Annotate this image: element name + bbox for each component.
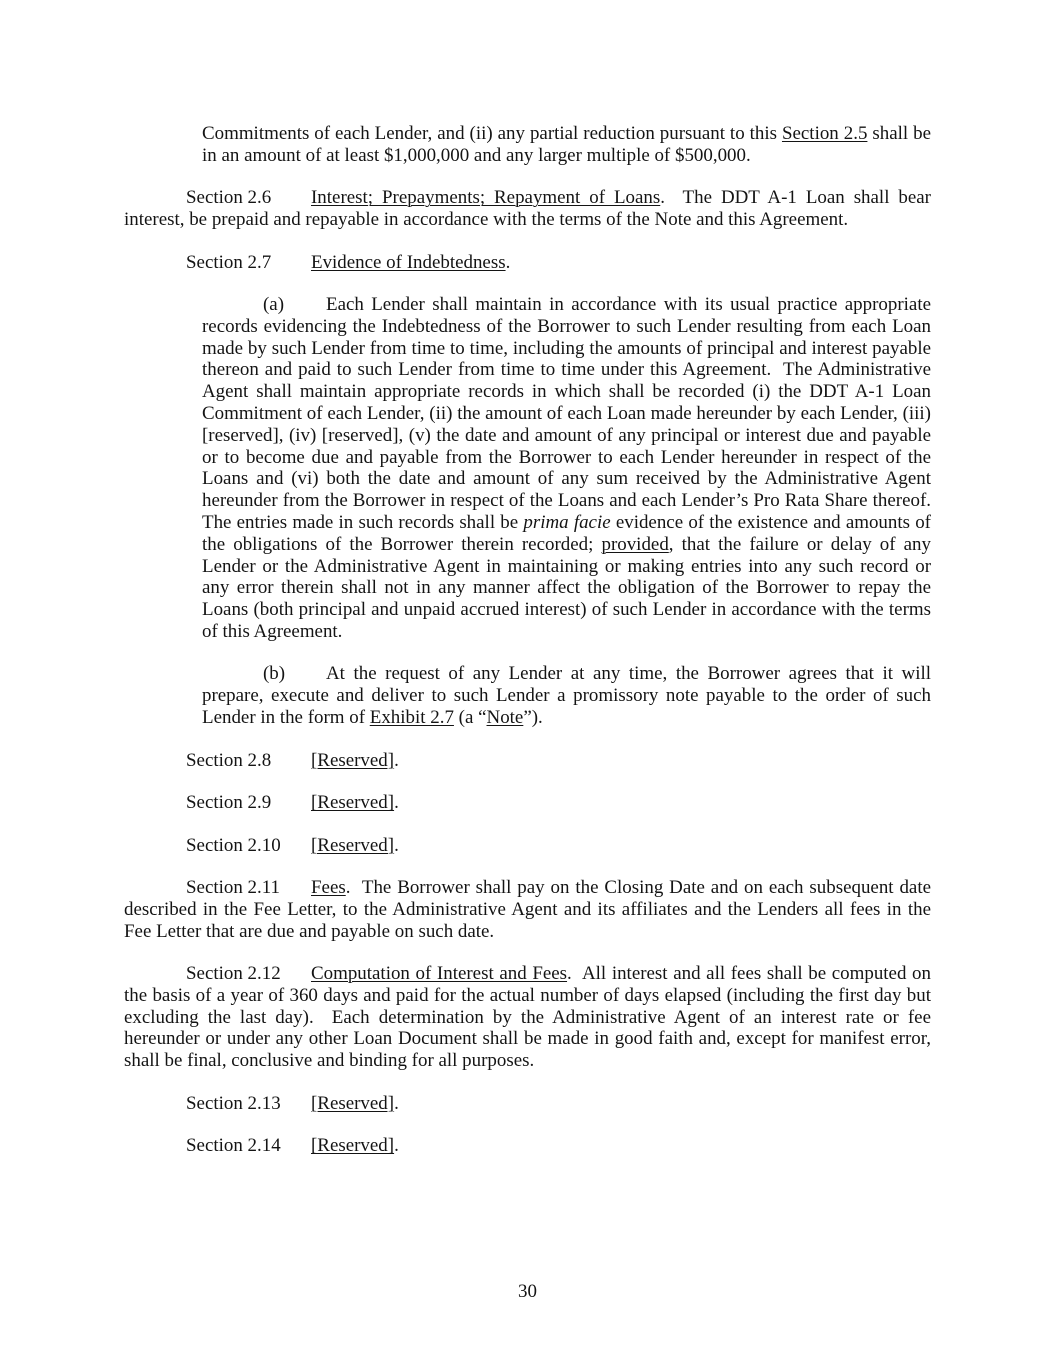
section-body-text: . [394, 749, 399, 771]
section-body-text: . The Borrower shall pay on the Closing Date and on each subsequent date described in the Fee Letter, to the Administrative Agent and its affiliates and the Lenders all fees in the Fee Letter that are due and payable on such date. [124, 877, 936, 942]
section-label: Section 2.7 [186, 251, 272, 273]
defined-term: Note [486, 707, 524, 729]
section-label: Section 2.12 [186, 963, 281, 985]
proviso-term: provided [601, 533, 669, 555]
section-2-14 [124, 1135, 931, 1157]
clause-text: , that the failure or delay of any Lender or the Administrative Agent in maintaining or making entries into any such record or any error therein shall not in any manner affect the obligation of the Borrower to repay the Loans (both principal and unpaid accrued interest) of such Lender in accordance with the terms of this Agreement. [202, 533, 936, 642]
clause-text: Each Lender shall maintain in accordance with its usual practice appropriate records evidencing the Indebtedness of the Borrower to such Lender resulting from each Loan made by such Lender from time to time, including the amounts of principal and interest payable thereon and paid to such Lender from time to time under this Agreement. The Administrative Agent shall maintain appropriate records in which shall be recorded (i) the DDT A-1 Loan Commitment of each Lender, (ii) the amount of each Loan made hereunder by each Lender, (iii) [reserved], (iv) [reserved], (v) the date and amount of any principal or interest due and payable or to become due and payable from the Borrower to each Lender hereunder in respect of the Loans and (vi) both the date and amount of any sum received by the Administrative Agent hereunder from the Borrower in respect of the Loans and each Lender’s Pro Rata Share thereof. The entries made in such records shall be [202, 294, 941, 534]
section-body-text: . [505, 251, 511, 273]
clause-b [202, 663, 936, 729]
exhibit-reference: Exhibit 2.7 [369, 707, 454, 729]
section-body-text: . [394, 792, 399, 814]
section-label: Section 2.10 [186, 834, 281, 856]
section-heading: [Reserved] [311, 1092, 395, 1114]
section-2-11 [124, 877, 936, 942]
section-label: Section 2.14 [186, 1135, 281, 1157]
section-heading: Interest; Prepayments; Repayment of Loans [311, 187, 661, 209]
page-number: 30 [518, 1281, 537, 1302]
clause-text: (a “ [453, 707, 487, 729]
section-heading: Computation of Interest and Fees [311, 963, 568, 985]
section-body-text: . All interest and all fees shall be computed on the basis of a year of 360 days and paid for the actual number of days elapsed (including the first day but excluding the last day). Each determination by the Administrative Agent of an interest rate or fee hereunder or under any other Loan Document shall be made in good faith and, except for manifest error, shall be final, conclusive and binding for all purposes. [124, 963, 936, 1072]
section-body-text: . [394, 1092, 399, 1114]
section-label: Section 2.6 [186, 187, 272, 209]
section-reference: Section 2.5 [781, 123, 868, 144]
section-body-text: . [394, 834, 399, 856]
section-heading: [Reserved] [311, 749, 395, 771]
section-heading: [Reserved] [311, 1135, 395, 1157]
clause-a [202, 294, 941, 643]
section-2-6 [124, 187, 936, 231]
section-2-13 [124, 1093, 931, 1115]
continuation-paragraph [202, 123, 936, 167]
section-label: Section 2.9 [186, 792, 272, 814]
italic-term: prima facie [523, 512, 611, 534]
section-heading: Evidence of Indebtedness [311, 251, 506, 273]
section-heading: [Reserved] [311, 834, 395, 856]
section-label: Section 2.11 [186, 877, 280, 899]
clause-label: (b) [263, 663, 286, 685]
section-2-12 [124, 963, 936, 1072]
section-heading: [Reserved] [311, 792, 395, 814]
paragraph-text: Commitments of each Lender, and (ii) any partial reduction pursuant to this [202, 123, 782, 144]
section-2-9 [124, 792, 931, 814]
page-body [0, 123, 1055, 1178]
paragraph-text: shall be in an amount of at least $1,000,000 and any larger multiple of $500,000. [202, 123, 936, 166]
section-label: Section 2.13 [186, 1092, 281, 1114]
clause-text: evidence of the existence and amounts of the obligations of the Borrower therein recorded; [202, 512, 936, 555]
section-body-text: . The DDT A-1 Loan shall bear interest, be prepaid and repayable in accordance with the terms of the Note and this Agreement. [124, 187, 936, 231]
section-2-8 [124, 750, 931, 772]
clause-text: At the request of any Lender at any time, the Borrower agrees that it will prepare, execute and deliver to such Lender a promissory note payable to the order of such Lender in the form of [202, 663, 936, 729]
section-2-10 [124, 835, 931, 857]
section-body-text: . [394, 1135, 399, 1157]
section-2-7 [124, 252, 931, 274]
section-label: Section 2.8 [186, 749, 272, 771]
section-heading: Fees [311, 877, 346, 899]
clause-text: ”). [523, 707, 543, 729]
clause-label: (a) [263, 294, 285, 316]
